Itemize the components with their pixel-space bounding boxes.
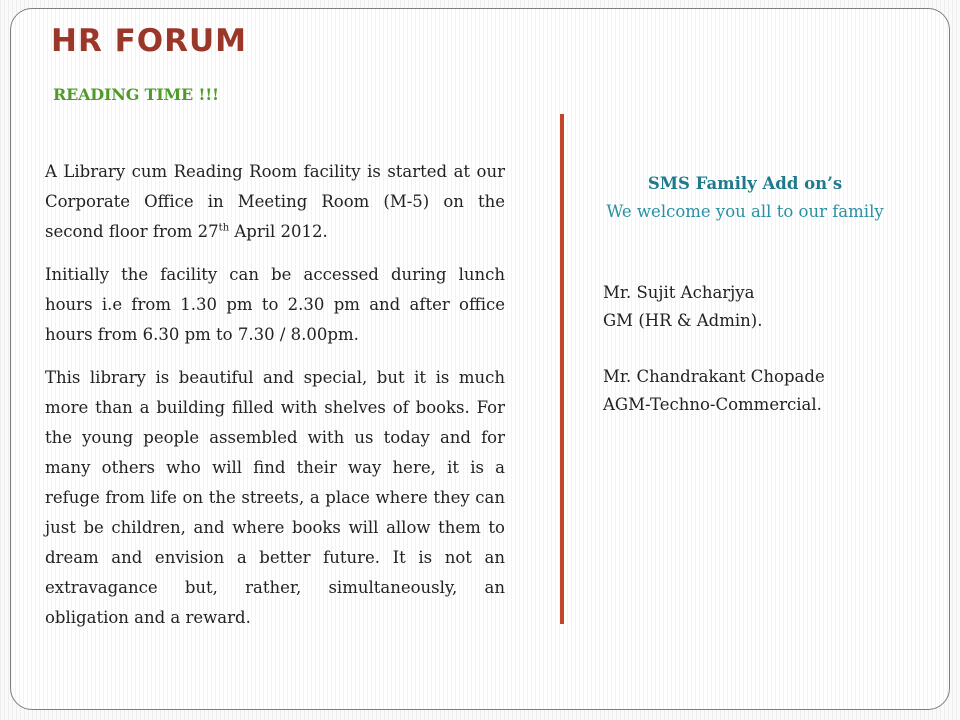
date-ordinal-suffix: th [218,222,230,234]
page-title: HR FORUM [51,23,248,59]
members-list [603,279,923,447]
member-entry [603,279,923,335]
member-entry [603,363,923,419]
member-designation: AGM-Techno-Commercial. [603,395,822,414]
article-paragraph-3: This library is beautiful and special, but it is much more than a building filled with shelves of books. For the young people assembled with us today and for many others who will find their way here, it is a refuge from life on the streets, a place where they can just be children, and where books will allow them to dream and envision a better future. It is not an extravagance but, rather, simultaneously, an obligation and a reward. [45,368,505,627]
family-heading: SMS Family Add on’s [647,174,843,193]
vertical-divider [560,114,564,624]
paragraph-1-text: A Library cum Reading Room facility is started at our Corporate Office in Meeting Room (M-5) on the second floor from 27 [45,162,505,241]
paragraph-1-date-end: April 2012. [229,222,328,241]
member-name: Mr. Chandrakant Chopade [603,367,825,386]
library-article [45,157,505,646]
member-designation: GM (HR & Admin). [603,311,763,330]
member-name: Mr. Sujit Acharjya [603,283,755,302]
article-paragraph-2: Initially the facility can be accessed during lunch hours i.e from 1.30 pm to 2.30 pm and after office hours from 6.30 pm to 7.30 / 8.00pm. [45,265,505,344]
section-subtitle: READING TIME !!! [53,85,219,104]
welcome-text: We welcome you all to our family [606,202,884,221]
article-paragraph-1 [45,157,505,247]
